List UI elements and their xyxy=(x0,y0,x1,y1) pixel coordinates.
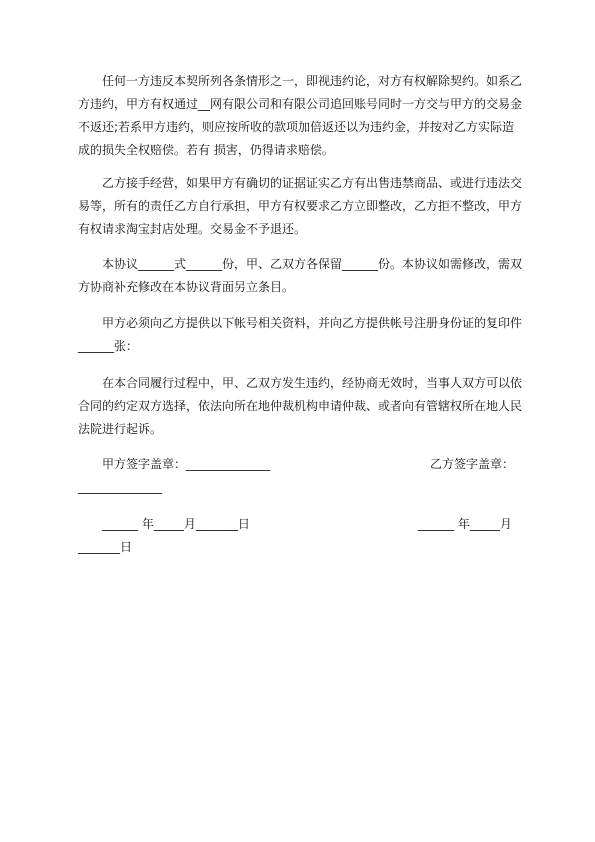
paragraph-dispute xyxy=(78,372,530,441)
party-a-date: ______ 年_____月_______日 xyxy=(102,517,250,531)
party-b-signature: 乙方签字盖章： xyxy=(430,457,515,471)
text-line: 甲方必须向乙方提供以下帐号相关资料，并向乙方提供帐号注册身份证的复印件 xyxy=(102,316,523,330)
text-line: 合同的约定双方选择，依法向所在地仲裁机构申请仲裁、或者向有管辖权所在地人民 xyxy=(78,399,523,413)
paragraph-breach xyxy=(78,70,530,162)
text-line: 成的损失全权赔偿。若有 损害，仍得请求赔偿。 xyxy=(78,143,334,157)
text-line: 乙方接手经营，如果甲方有确切的证据证实乙方有出售违禁商品、或进行违法交 xyxy=(102,176,523,190)
paragraph-takeover xyxy=(78,172,530,241)
party-b-date-day: _______日 xyxy=(78,540,133,554)
paragraph-copies xyxy=(78,253,530,299)
paragraph-documents xyxy=(78,312,530,358)
party-a-signature: 甲方签字盖章：______________ xyxy=(102,457,271,471)
text-line: 本协议______式______份，甲、乙双方各保留______份。本协议如需修改，需双 xyxy=(102,257,523,271)
text-line: 易等，所有的责任乙方自行承担，甲方有权要求乙方立即整改，乙方拒不整改，甲方 xyxy=(78,199,523,213)
party-b-signature-blank: ______________ xyxy=(78,480,162,494)
text-line: 法院进行起诉。 xyxy=(78,422,163,436)
text-line: 任何一方违反本契所列各条情形之一，即视违约论，对方有权解除契约。如系乙 xyxy=(102,74,523,88)
text-line: 方违约，甲方有权通过__网有限公司和有限公司追回账号同时一方交与甲方的交易金 xyxy=(78,97,523,111)
text-line: 方协商补充修改在本协议背面另立条目。 xyxy=(78,280,295,294)
text-line: 有权请求淘宝封店处理。交易金不予退还。 xyxy=(78,222,307,236)
text-line: ______张： xyxy=(78,339,139,353)
text-line: 在本合同履行过程中，甲、乙双方发生违约，经协商无效时，当事人双方可以依 xyxy=(102,376,523,390)
text-line: 不返还;若系甲方违约，则应按所收的款项加倍返还以为违约金，并按对乙方实际造 xyxy=(78,120,515,134)
party-b-date: ______ 年_____月 xyxy=(418,517,512,531)
